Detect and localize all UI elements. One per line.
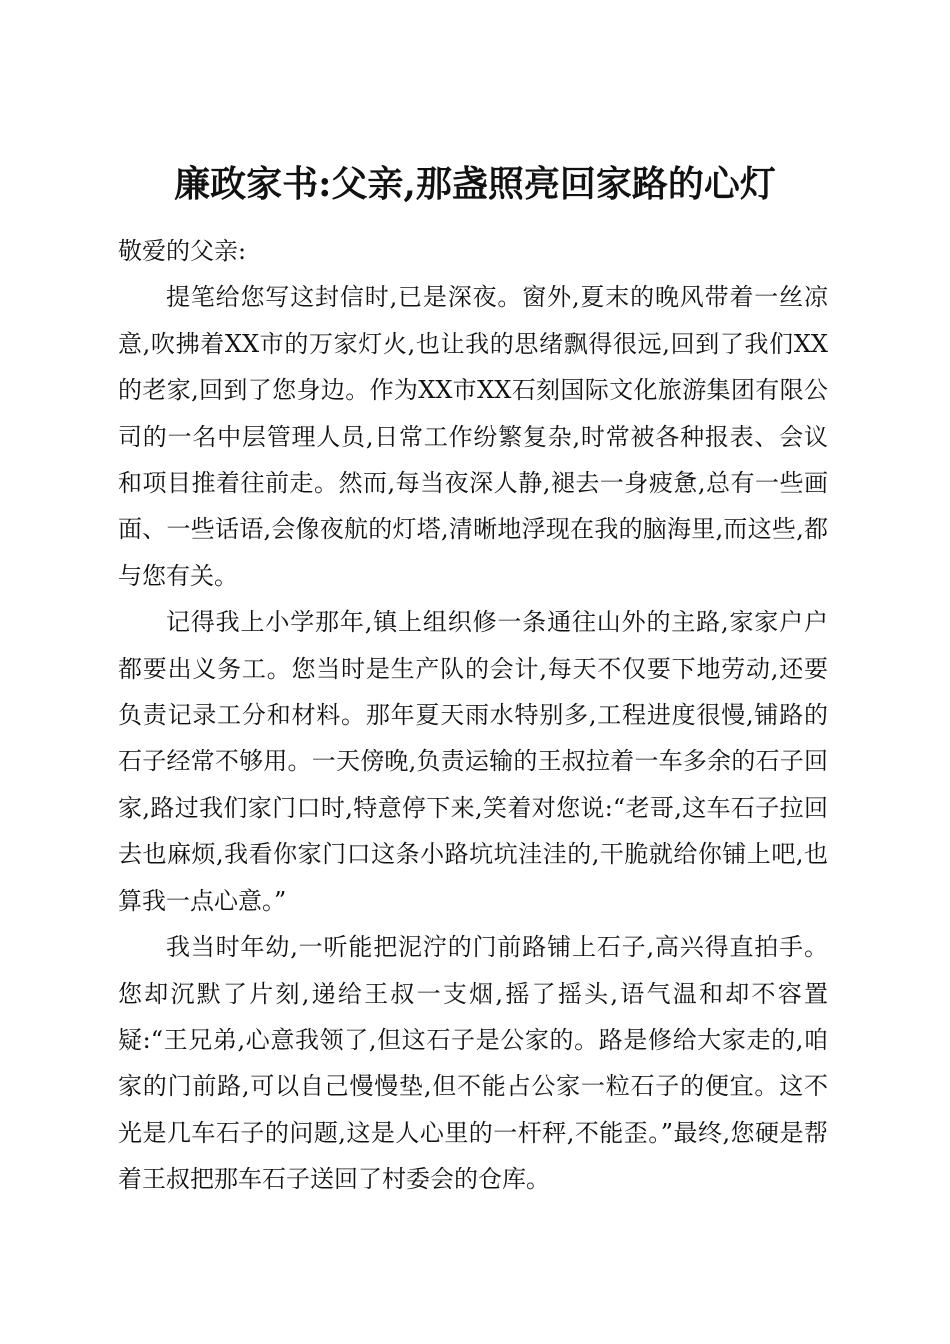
document-title: 廉政家书:父亲,那盏照亮回家路的心灯: [174, 163, 776, 206]
paragraph-3: 我当时年幼,一听能把泥泞的门前路铺上石子,高兴得直拍手。您却沉默了片刻,递给王叔一支烟,摇了摇头,语气温和却不容置疑:“王兄弟,心意我领了,但这石子是公家的。路是修给大家走的,咱家的门前路,可以自己慢慢垫,但不能占公家一粒石子的便宜。这不光是几车石子的问题,这是人心里的一杆秤,不能歪。”最终,您硬是帮着王叔把那车石子送回了村委会的仓库。: [118, 933, 828, 1194]
letter-body: [118, 228, 828, 1203]
paragraph-2: 记得我上小学那年,镇上组织修一条通往山外的主路,家家户户都要出义务工。您当时是生产队的会计,每天不仅要下地劳动,还要负责记录工分和材料。那年夏天雨水特别多,工程进度很慢,铺路的石子经常不够用。一天傍晚,负责运输的王叔拉着一车多余的石子回家,路过我们家门口时,特意停下来,笑着对您说:“老哥,这车石子拉回去也麻烦,我看你家门口这条小路坑坑洼洼的,干脆就给你铺上吧,也算我一点心意。”: [118, 608, 828, 915]
paragraph-1: 提笔给您写这封信时,已是深夜。窗外,夏末的晚风带着一丝凉意,吹拂着XX市的万家灯火,也让我的思绪飘得很远,回到了我们XX的老家,回到了您身边。作为XX市XX石刻国际文化旅游集团有限公司的一名中层管理人员,日常工作纷繁复杂,时常被各种报表、会议和项目推着往前走。然而,每当夜深人静,褪去一身疲惫,总有一些画面、一些话语,会像夜航的灯塔,清晰地浮现在我的脑海里,而这些,都与您有关。: [118, 283, 828, 590]
salutation: 敬爱的父亲:: [118, 237, 247, 265]
